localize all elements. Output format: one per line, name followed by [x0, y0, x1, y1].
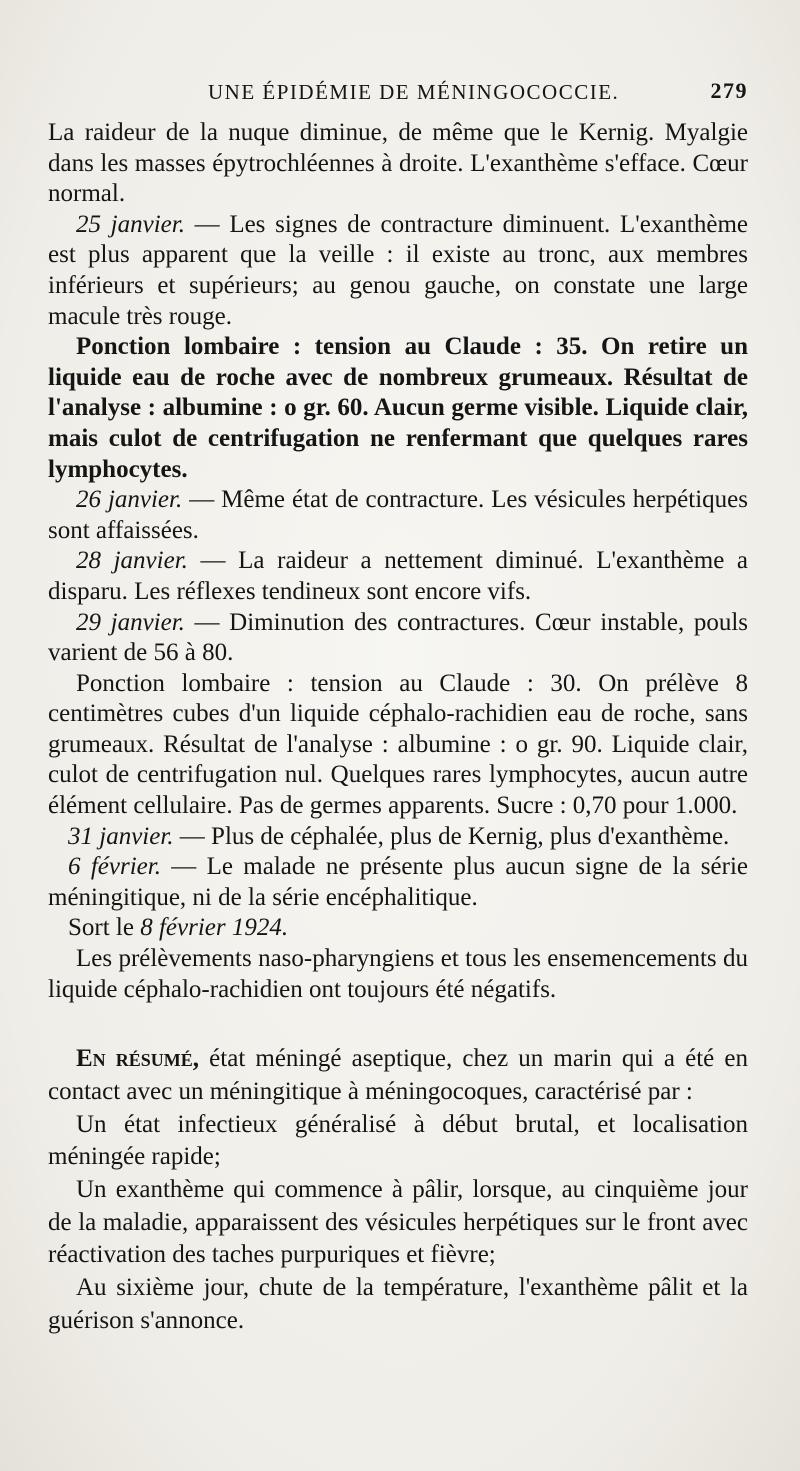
paragraph: Ponction lombaire : tension au Claude : 30. On prélève 8 centimètres cubes d'un liquide céphalo-rachidien eau de roche, sans grumeaux. Résultat de l'analyse : albumine : o gr. 90. Liquide clair, culot de centrifugation nul. Quelques rares lymphocytes, aucun autre élément cellulaire. Pas de germes apparents. Sucre : 0,70 pour 1.000.: [48, 669, 748, 820]
summary-lead: En résumé,: [76, 1045, 200, 1073]
date-label: 28 janvier.: [76, 547, 188, 575]
paragraph: Les prélèvements naso-pharyngiens et tous les ensemencements du liquide céphalo-rachidien ont toujours été négatifs.: [48, 945, 748, 1003]
page-header: [48, 72, 748, 112]
paragraph: Sort le 8 février 1924.: [68, 914, 289, 942]
date-label: 31 janvier.: [68, 822, 174, 850]
date-label: 29 janvier.: [76, 608, 185, 636]
date-label: 8 février 1924.: [140, 914, 289, 942]
clinical-notes: [48, 118, 748, 1338]
paragraph: La raideur de la nuque diminue, de même que le Kernig. Myalgie dans les masses épytrochléennes à droite. L'exanthème s'efface. Cœur normal.: [48, 119, 748, 208]
date-label: 26 janvier.: [76, 486, 183, 514]
page-number: 279: [710, 78, 748, 103]
running-title: UNE ÉPIDÉMIE DE MÉNINGOCOCCIE.: [208, 80, 620, 104]
paragraph: 26 janvier. — Même état de contracture. Les vésicules herpétiques sont affaissées.: [48, 486, 748, 544]
summary-item: Un exanthème qui commence à pâlir, lorsque, au cinquième jour de la maladie, apparaissent des vésicules herpétiques sur le front avec réactivation des taches purpuriques et fièvre;: [48, 1176, 748, 1269]
summary-section: [48, 1043, 748, 1337]
section-spacer: [48, 1005, 748, 1043]
summary-item: Un état infectieux généralisé à début brutal, et localisation méningée rapide;: [48, 1110, 748, 1171]
paragraph: 31 janvier. — Plus de céphalée, plus de Kernig, plus d'exanthème.: [68, 822, 730, 850]
paragraph: 29 janvier. — Diminution des contractures. Cœur instable, pouls varient de 56 à 80.: [48, 608, 748, 667]
summary-item: Au sixième jour, chute de la température, l'exanthème pâlit et la guérison s'annonce.: [48, 1274, 748, 1334]
summary-intro: En résumé, état méningé aseptique, chez un marin qui a été en contact avec un méningitique à méningocoques, caractérisé par :: [48, 1045, 748, 1105]
paragraph: 25 janvier. — Les signes de contracture diminuent. L'exanthème est plus apparent que la veille : il existe au tronc, aux membres inférieurs et supérieurs; au genou gauche, on constate une large macule très rouge.: [48, 210, 748, 330]
date-label: 6 février.: [68, 853, 161, 881]
paragraph: 28 janvier. — La raideur a nettement diminué. L'exanthème a disparu. Les réflexes tendineux sont encore vifs.: [48, 547, 749, 605]
paragraph: 6 février. — Le malade ne présente plus aucun signe de la série méningitique, ni de la série encéphalitique.: [48, 853, 748, 911]
paragraph: Ponction lombaire : tension au Claude : 35. On retire un liquide eau de roche avec de nombreux grumeaux. Résultat de l'analyse : albumine : o gr. 60. Aucun germe visible. Liquide clair, mais culot de centrifugation ne renfermant que quelques rares lymphocytes.: [48, 333, 748, 483]
date-label: 25 janvier.: [76, 210, 185, 238]
